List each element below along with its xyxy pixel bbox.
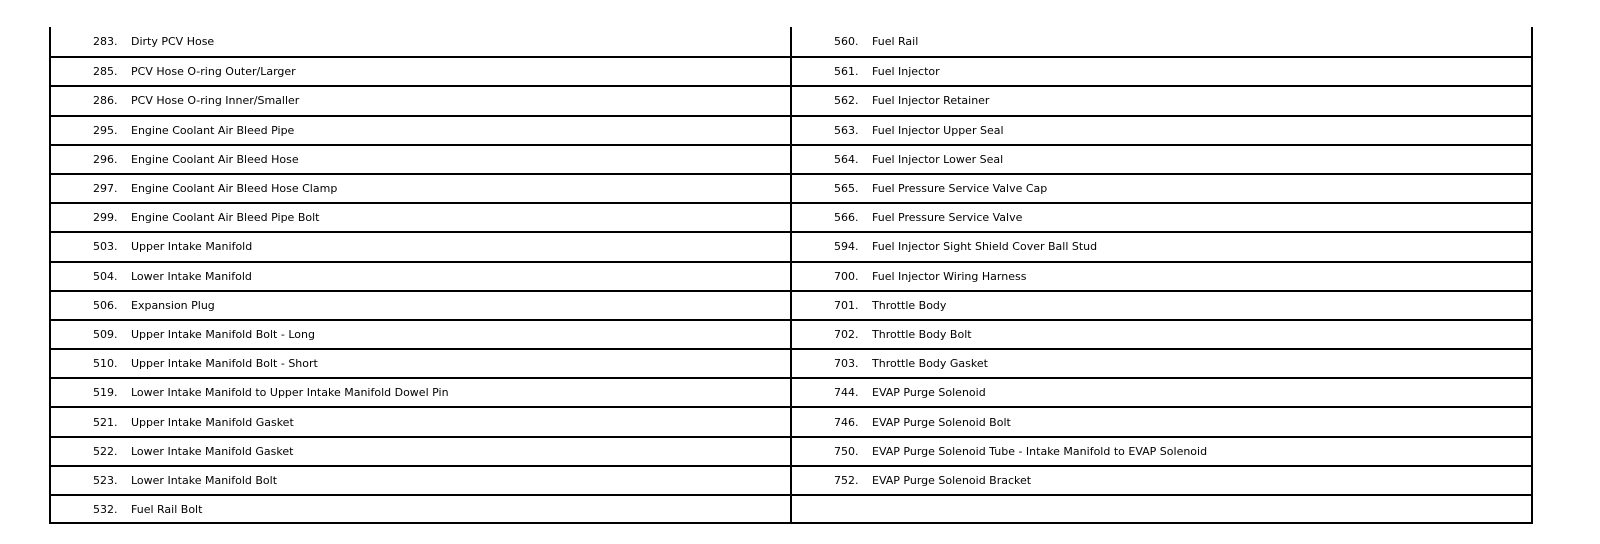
part-name: EVAP Purge Solenoid (872, 386, 986, 400)
part-name: Lower Intake Manifold Bolt (131, 473, 278, 487)
part-number: 703. (834, 357, 859, 371)
part-name: Lower Intake Manifold Gasket (131, 444, 294, 458)
part-number: 283. (93, 35, 118, 49)
part-number: 506. (93, 298, 118, 312)
part-number: 594. (834, 240, 859, 254)
right-column (790, 27, 1533, 522)
part-number: 560. (834, 35, 859, 49)
table-row (792, 56, 1533, 85)
table-row (51, 406, 792, 435)
part-name: Lower Intake Manifold to Upper Intake Manifold Dowel Pin (131, 386, 449, 400)
part-number: 296. (93, 152, 118, 166)
table-row (792, 377, 1533, 406)
part-number: 744. (834, 386, 859, 400)
part-name: Engine Coolant Air Bleed Pipe (131, 123, 295, 137)
table-row (51, 231, 792, 260)
part-number: 285. (93, 65, 118, 79)
part-number: 295. (93, 123, 118, 137)
part-name: Dirty PCV Hose (131, 35, 215, 49)
table-row (792, 348, 1533, 377)
table-row (792, 465, 1533, 494)
table-row-empty (792, 494, 1533, 523)
table-row (51, 85, 792, 114)
part-number: 702. (834, 327, 859, 341)
part-name: Fuel Rail Bolt (131, 503, 203, 517)
part-name: Fuel Pressure Service Valve (872, 211, 1023, 225)
part-number: 510. (93, 357, 118, 371)
part-number: 565. (834, 182, 859, 196)
part-number: 562. (834, 94, 859, 108)
table-row (792, 85, 1533, 114)
part-name: Fuel Injector Upper Seal (872, 123, 1004, 137)
part-number: 701. (834, 298, 859, 312)
part-number: 566. (834, 211, 859, 225)
part-number: 563. (834, 123, 859, 137)
part-name: Upper Intake Manifold Gasket (131, 415, 294, 429)
part-name: Lower Intake Manifold (131, 269, 252, 283)
part-name: Fuel Injector (872, 65, 940, 79)
part-name: Upper Intake Manifold (131, 240, 253, 254)
part-number: 286. (93, 94, 118, 108)
table-row (51, 494, 792, 523)
part-number: 519. (93, 386, 118, 400)
part-number: 752. (834, 473, 859, 487)
part-number: 297. (93, 182, 118, 196)
table-row (51, 465, 792, 494)
table-row (792, 231, 1533, 260)
part-name: Fuel Pressure Service Valve Cap (872, 182, 1048, 196)
parts-legend-table (49, 27, 1533, 524)
part-number: 504. (93, 269, 118, 283)
part-number: 564. (834, 152, 859, 166)
part-number: 750. (834, 444, 859, 458)
table-row (792, 261, 1533, 290)
table-row (792, 436, 1533, 465)
part-name: Fuel Injector Sight Shield Cover Ball Stud (872, 240, 1098, 254)
part-name: Engine Coolant Air Bleed Pipe Bolt (131, 211, 320, 225)
table-row (792, 27, 1533, 56)
part-number: 299. (93, 211, 118, 225)
table-row (792, 290, 1533, 319)
table-row (792, 406, 1533, 435)
part-name: Engine Coolant Air Bleed Hose (131, 152, 299, 166)
table-row (51, 115, 792, 144)
part-number: 746. (834, 415, 859, 429)
part-number: 522. (93, 444, 118, 458)
left-column (51, 27, 792, 522)
part-name: Upper Intake Manifold Bolt - Long (131, 327, 315, 341)
table-row (51, 377, 792, 406)
part-name: EVAP Purge Solenoid Bracket (872, 473, 1032, 487)
part-name: Expansion Plug (131, 298, 215, 312)
part-name: Engine Coolant Air Bleed Hose Clamp (131, 182, 338, 196)
table-row (51, 290, 792, 319)
table-row (792, 144, 1533, 173)
part-name: Throttle Body Gasket (872, 357, 988, 371)
part-name: EVAP Purge Solenoid Tube - Intake Manifold to EVAP Solenoid (872, 444, 1208, 458)
part-name: Throttle Body (872, 298, 947, 312)
part-name: PCV Hose O-ring Outer/Larger (131, 65, 296, 79)
table-row (792, 173, 1533, 202)
table-row (792, 202, 1533, 231)
part-name: EVAP Purge Solenoid Bolt (872, 415, 1011, 429)
table-row (51, 436, 792, 465)
table-row (792, 115, 1533, 144)
part-number: 509. (93, 327, 118, 341)
table-row (51, 202, 792, 231)
part-name: Fuel Injector Wiring Harness (872, 269, 1027, 283)
part-number: 523. (93, 473, 118, 487)
table-row (51, 27, 792, 56)
part-name: Fuel Rail (872, 35, 919, 49)
table-row (51, 319, 792, 348)
part-name: Fuel Injector Lower Seal (872, 152, 1004, 166)
table-row (51, 56, 792, 85)
part-name: Throttle Body Bolt (872, 327, 972, 341)
table-row (51, 348, 792, 377)
part-name: Upper Intake Manifold Bolt - Short (131, 357, 318, 371)
table-row (792, 319, 1533, 348)
part-number: 700. (834, 269, 859, 283)
part-name: PCV Hose O-ring Inner/Smaller (131, 94, 300, 108)
table-row (51, 173, 792, 202)
table-row (51, 144, 792, 173)
part-number: 521. (93, 415, 118, 429)
part-number: 561. (834, 65, 859, 79)
part-number: 503. (93, 240, 118, 254)
part-name: Fuel Injector Retainer (872, 94, 990, 108)
table-row (51, 261, 792, 290)
part-number: 532. (93, 503, 118, 517)
